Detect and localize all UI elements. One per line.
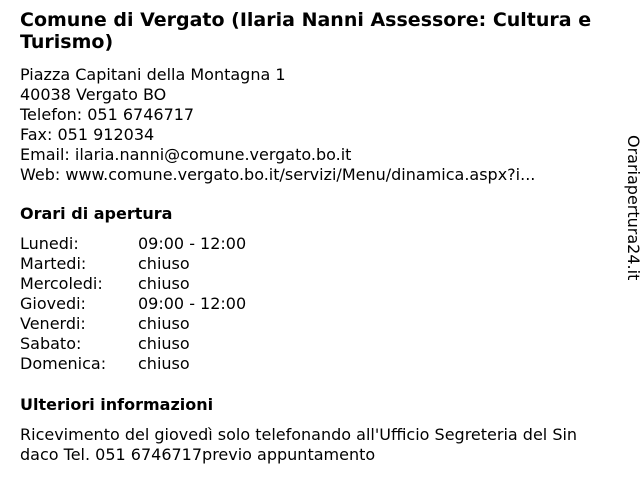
hours-row-wednesday	[20, 274, 246, 294]
hours-row-sunday	[20, 354, 246, 374]
site-watermark: Orariapertura24.it	[624, 135, 643, 281]
hours-value: chiuso	[138, 354, 190, 373]
day-label: Giovedi:	[20, 294, 86, 313]
day-label: Lunedi:	[20, 234, 79, 253]
hours-row-monday	[20, 234, 246, 254]
hours-row-friday	[20, 314, 246, 334]
hours-value: chiuso	[138, 254, 190, 273]
day-label: Domenica:	[20, 354, 107, 373]
hours-value: 09:00 - 12:00	[138, 234, 247, 253]
hours-value: chiuso	[138, 314, 190, 333]
hours-value: chiuso	[138, 334, 190, 353]
day-label: Venerdi:	[20, 314, 86, 333]
hours-row-tuesday	[20, 254, 246, 274]
hours-row-saturday	[20, 334, 246, 354]
website-url: Web: www.comune.vergato.bo.it/servizi/Menu/dinamica.aspx?i...	[20, 165, 536, 184]
page-title: Comune di Vergato (Ilaria Nanni Assessore: Cultura e Turismo)	[20, 9, 592, 53]
opening-hours-table	[20, 234, 246, 374]
fax-number: Fax: 051 912034	[20, 125, 155, 144]
phone-number: Telefon: 051 6746717	[20, 105, 195, 124]
contact-details	[20, 65, 610, 185]
day-label: Martedi:	[20, 254, 87, 273]
day-label: Mercoledi:	[20, 274, 103, 293]
email-address: Email: ilaria.nanni@comune.vergato.bo.it	[20, 145, 352, 164]
hours-row-thursday	[20, 294, 246, 314]
more-info-text: Ricevimento del giovedì solo telefonando all'Ufficio Segreteria del Sindaco Tel. 051 6746717previo appuntamento	[20, 425, 578, 464]
address-line-1: Piazza Capitani della Montagna 1	[20, 65, 286, 84]
hours-value: chiuso	[138, 274, 190, 293]
day-label: Sabato:	[20, 334, 82, 353]
hours-value: 09:00 - 12:00	[138, 294, 247, 313]
more-info-heading: Ulteriori informazioni	[20, 395, 214, 414]
address-line-2: 40038 Vergato BO	[20, 85, 167, 104]
opening-hours-heading: Orari di apertura	[20, 204, 173, 223]
